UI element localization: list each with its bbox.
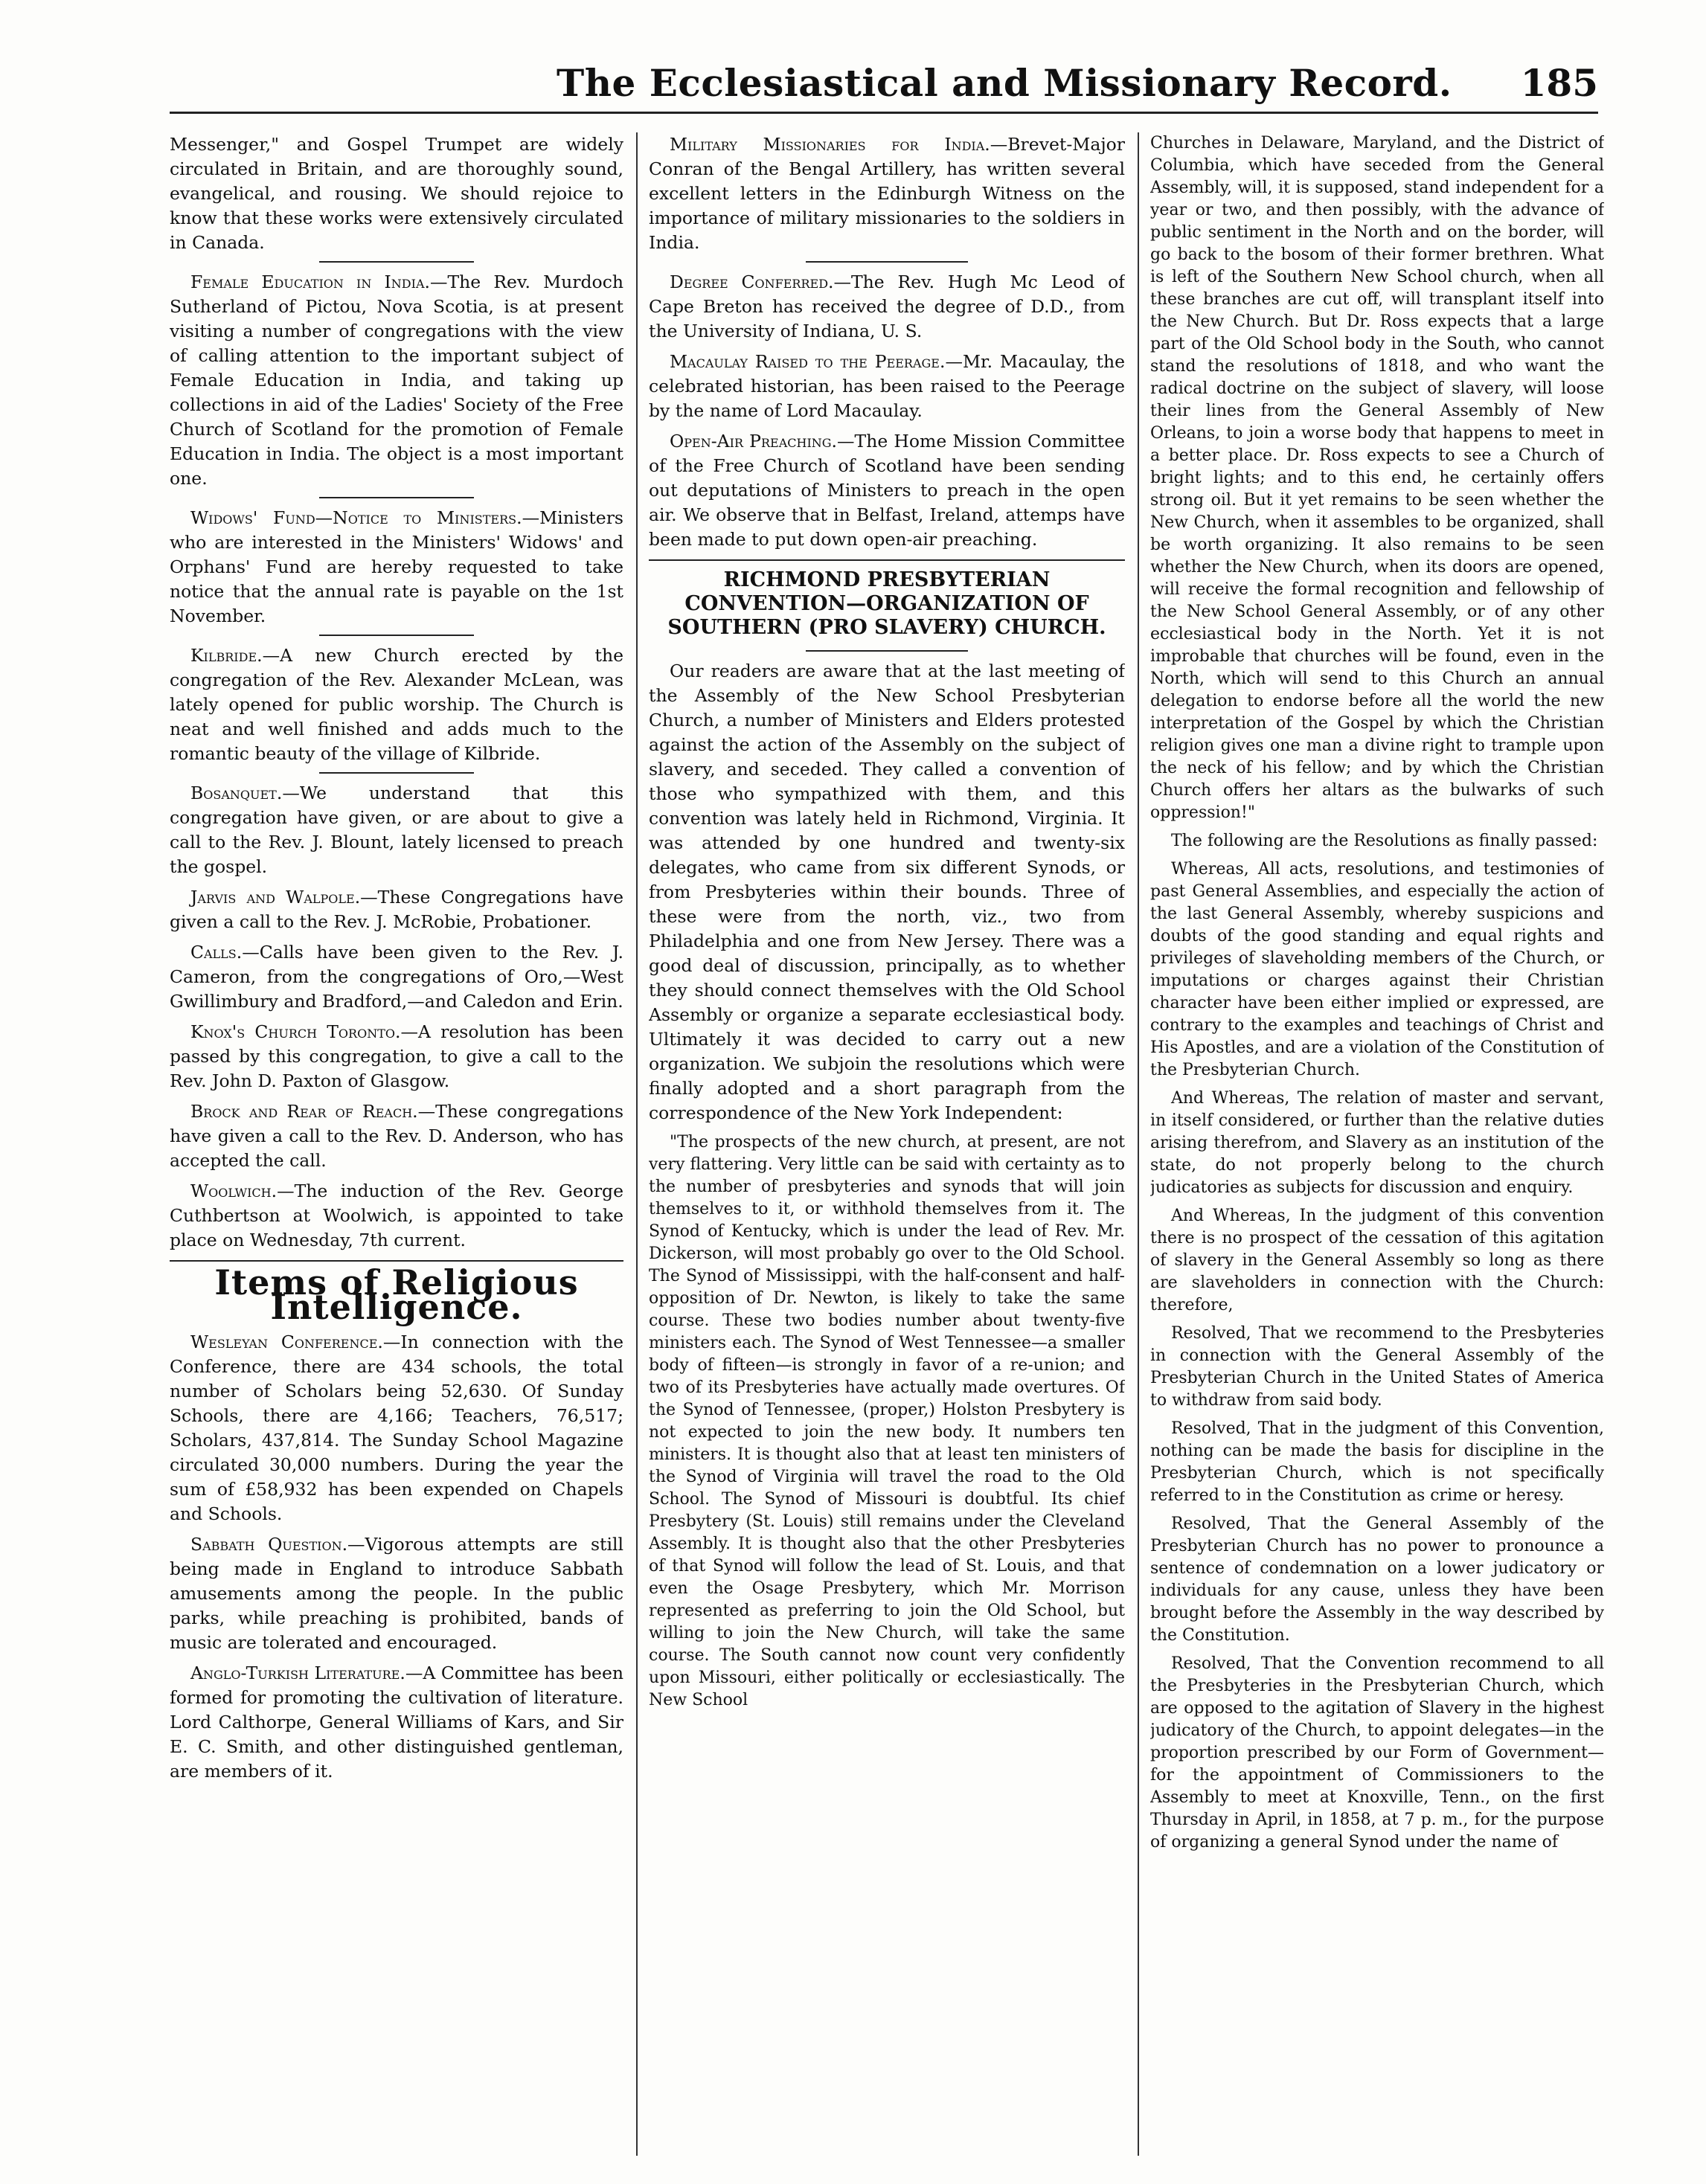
item-heading: Widows' Fund—Notice to Ministers. [190,507,522,528]
paragraph [649,132,1125,255]
item-heading: Sabbath Question. [190,1534,348,1555]
column-divider [636,132,638,2156]
section-heading: Items of Religious Intelligence. [214,1262,579,1327]
item-text: —Vigorous attempts are still being made in England to introduce Sabbath amusements among the people. In the public parks, while preaching is prohibited, bands of music are tolerated and encouraged. [170,1534,623,1653]
paragraph [170,506,623,629]
item-text: —Mr. Macaulay, the celebrated historian, has been raised to the Peerage by the name of Lord Macaulay. [649,351,1125,421]
resolution-paragraph: Whereas, All acts, resolutions, and testimonies of past General Assemblies, and especially the action of the last General Assembly, whereby suspicions and doubts of the good standing and equal rights and privileges of slaveholding members of the Church, or imputations or charges against their Christian character have been either implied or expressed, are contrary to the examples and teachings of Christ and His Apostles, and are a violation of the Constitution of the Presbyterian Church. [1150,860,1604,1079]
item-text: —The induction of the Rev. George Cuthbertson at Woolwich, is appointed to take place on Wednesday, 7th current. [170,1181,623,1250]
paragraph [170,643,623,766]
resolution-paragraph: And Whereas, In the judgment of this convention there is no prospect of the cessation of this agitation of slavery in the General Assembly so long as there are slaveholders in connection with the Church: therefore, [1150,1207,1604,1314]
resolution-paragraph: Resolved, That the Convention recommend to all the Presbyteries in the Presbyterian Church, which are opposed to the agitation of Slavery in the highest judicatory of the Church, to appoint delegates—in the proportion prescribed by our Form of Government—for the appointment of Commissioners to the Assembly to meet at Knoxville, Tenn., on the first Thursday in April, in 1858, at 7 p. m., for the purpose of organizing a general Synod under the name of [1150,1654,1604,1851]
item-text: —These congregations have given a call to the Rev. D. Anderson, who has accepted the call. [170,1101,623,1171]
quoted-paragraph: "The prospects of the new church, at present, are not very flattering. Very little can be said with certainty as to the number of presbyteries and synods that will join themselves to it, or withhold themselves from it. The Synod of Kentucky, which is under the lead of Rev. Mr. Dickerson, will most probably go over to the Old School. The Synod of Mississippi, with the half-consent and half-opposition of Dr. Newton, is likely to take the same course. These two bodies number about twenty-five ministers each. The Synod of West Tennessee—a smaller body of fifteen—is strongly in favor of a re-union; and two of its Presbyteries have actually made overtures. Of the Synod of Tennessee, (proper,) Holston Presbytery is not expected to join the new body. It numbers ten ministers. It is thought also that at least ten ministers of the Synod of Virginia will travel the road to the Old School. The Synod of Missouri is doubtful. Its chief Presbytery (St. Louis) still remains under the Cleveland Assembly. It is thought also that the other Presbyteries of that Synod will follow the lead of St. Louis, and that even the Osage Presbytery, which Mr. Morrison represented as preferring to join the Old School, but willing to join the New Church, will take the same course. The South cannot now count very confidently upon Missouri, either politically or ecclesiastically. The New School [649,1133,1125,1709]
item-text: —A resolution has been passed by this congregation, to give a call to the Rev. John D. Paxton of Glasgow. [170,1021,623,1091]
item-heading: Brock and Rear of Reach. [190,1101,418,1122]
paragraph [170,1661,623,1784]
page-number: 185 [1520,61,1598,105]
resolution-paragraph: And Whereas, The relation of master and servant, in itself considered, or further than the relative duties arising therefrom, and Slavery as an institution of the state, do not properly belong to the church judicatories as subjects for discussion and enquiry. [1150,1089,1604,1197]
paragraph [649,270,1125,344]
column-right [1150,132,1604,2171]
divider [319,497,473,498]
item-text: —The Rev. Murdoch Sutherland of Pictou, Nova Scotia, is at present visiting a number of congregations with the view of calling attention to the important subject of Female Education in India, and taking up collections in aid of the Ladies' Society of the Free Church of Scotland for the promotion of Female Education in India. The object is a most important one. [170,272,623,489]
item-heading: Macaulay Raised to the Peerage. [670,351,946,372]
item-text: —Calls have been given to the Rev. J. Cameron, from the congregations of Oro,—West Gwillimbury and Bradford,—and Caledon and Erin. [170,942,623,1012]
paragraph [170,1020,623,1093]
paragraph [170,1179,623,1253]
paragraph [170,885,623,934]
item-heading: Jarvis and Walpole. [190,887,361,908]
item-heading: Degree Conferred. [670,272,834,292]
divider [170,1260,623,1262]
item-heading: Woolwich. [190,1181,278,1201]
column-middle [649,132,1125,2171]
item-text: —The Home Mission Committee of the Free Church of Scotland have been sending out deputations of Ministers to preach in the open air. We observe that in Belfast, Ireland, attemps have been made to put down open-air preaching. [649,431,1125,550]
item-text: —We understand that this congregation have given, or are about to give a call to the Rev. J. Blount, lately licensed to preach the gospel. [170,783,623,877]
item-heading: Anglo-Turkish Literature. [190,1663,405,1683]
item-text: —These Congregations have given a call to the Rev. J. McRobie, Probationer. [170,887,623,932]
divider [319,635,473,636]
divider [319,261,473,263]
item-heading: Calls. [190,942,243,963]
paragraph [170,270,623,491]
item-heading: Open-Air Preaching. [670,431,838,452]
paragraph [170,1099,623,1173]
divider [319,772,473,774]
item-heading: Knox's Church Toronto. [190,1021,401,1042]
paragraph: Messenger," and Gospel Trumpet are widely circulated in Britain, and are thoroughly sound, evangelical, and rousing. We should rejoice to know that these works were extensively circulated in Canada. [170,134,623,253]
resolution-paragraph: Resolved, That we recommend to the Presbyteries in connection with the General Assembly of the Presbyterian Church in the United States of America to withdraw from said body. [1150,1324,1604,1410]
paragraph: The following are the Resolutions as finally passed: [1171,832,1598,850]
divider [806,261,968,263]
item-text: —A Committee has been formed for promoting the cultivation of literature. Lord Calthorpe, General Williams of Kars, and Sir E. C. Smith, and other distinguished gentleman, are members of it. [170,1663,623,1782]
paragraph [170,1532,623,1655]
paragraph [649,429,1125,552]
item-text: —Brevet-Major Conran of the Bengal Artillery, has written several excellent letters in the Edinburgh Witness on the importance of military missionaries to the soldiers in India. [649,134,1125,253]
item-text: —A new Church erected by the congregation of the Rev. Alexander McLean, was lately opened for public worship. The Church is neat and well finished and adds much to the romantic beauty of the village of Kilbride. [170,645,623,764]
item-heading: Kilbride. [190,645,263,666]
item-heading: Bosanquet. [190,783,283,803]
divider [649,559,1125,561]
paragraph [170,940,623,1014]
paragraph [649,350,1125,423]
item-heading: Wesleyan Conference. [190,1332,383,1352]
column-left [170,132,623,2171]
header-rule [170,112,1598,114]
paragraph: Our readers are aware that at the last meeting of the Assembly of the New School Presbyterian Church, a number of Ministers and Elders protested against the action of the Assembly on the subject of slavery, and seceded. They called a convention of those who sympathized with them, and this convention was lately held in Richmond, Virginia. It was attended by one hundred and twenty-six delegates, who came from six different Synods, or from Presbyteries within their bounds. Three of these were from the north, viz., two from Philadelphia and one from New Jersey. There was a good deal of discussion, principally, as to whether they should connect themselves with the Old School Assembly or organize a separate ecclesiastical body. Ultimately it was decided to carry out a new organization. We subjoin the resolutions which were finally adopted and a short paragraph from the correspondence of the New York Independent: [649,661,1125,1123]
paragraph [170,781,623,879]
item-text: —In connection with the Conference, there are 434 schools, the total number of Scholars being 52,630. Of Sunday Schools, there are 4,166; Teachers, 76,517; Scholars, 437,814. The Sunday School Magazine circulated 30,000 numbers. During the year the sum of £58,932 has been expended on Chapels and Schools. [170,1332,623,1524]
item-heading: Female Education in India. [190,272,430,292]
paragraph [170,1330,623,1526]
column-divider [1138,132,1139,2156]
page-header [170,61,1598,113]
item-text: —The Rev. Hugh Mc Leod of Cape Breton has received the degree of D.D., from the University of Indiana, U. S. [649,272,1125,341]
journal-title: The Ecclesiastical and Missionary Record. [557,61,1452,105]
divider [806,650,968,652]
item-text: —Ministers who are interested in the Ministers' Widows' and Orphans' Fund are hereby requested to take notice that the annual rate is payable on the 1st November. [170,507,623,626]
article-headline: RICHMOND PRESBYTERIAN CONVENTION—ORGANIZATION OF SOUTHERN (PRO SLAVERY) CHURCH. [667,568,1106,639]
item-heading: Military Missionaries for India. [670,134,990,155]
resolution-paragraph: Resolved, That the General Assembly of the Presbyterian Church has no power to pronounce a sentence of condemnation on a lower judicatory or individuals for any cause, unless they have been brought before the Assembly in the way described by the Constitution. [1150,1515,1604,1645]
paragraph: Churches in Delaware, Maryland, and the District of Columbia, which have seceded from the General Assembly, will, it is supposed, stand independent for a year or two, and then possibly, with the advance of public sentiment in the North and on the border, will go back to the bosom of their former brethren. What is left of the Southern New School church, when all these branches are cut off, will transplant itself into the New Church. But Dr. Ross expects that a large part of the Old School body in the South, who cannot stand the resolutions of 1818, and who want the radical doctrine on the subject of slavery, will loose their lines from the General Assembly of New Orleans, to join a worse body that happens to meet in a better place. Dr. Ross expects to see a Church of bright lights; and to this end, he certainly offers strong oil. But it yet remains to be seen whether the New Church, when it assembles to be organized, shall be worth organizing. It also remains to be seen whether the New Church, when its doors are opened, will receive the formal recognition and fellowship of the New School General Assembly, or of any other ecclesiastical body in the North. Yet it is not improbable that churches will be found, even in the North, which will send to this Church an annual delegation to endorse before all the world the new interpretation of the Gospel by which the Christian religion gives one man a divine right to trample upon the neck of his fellow; and by which the Christian Church offers her altars as the bulwarks of such oppression!" [1150,134,1604,822]
resolution-paragraph: Resolved, That in the judgment of this Convention, nothing can be made the basis for discipline in the Presbyterian Church, which is not specifically referred to in the Constitution as crime or heresy. [1150,1419,1604,1505]
